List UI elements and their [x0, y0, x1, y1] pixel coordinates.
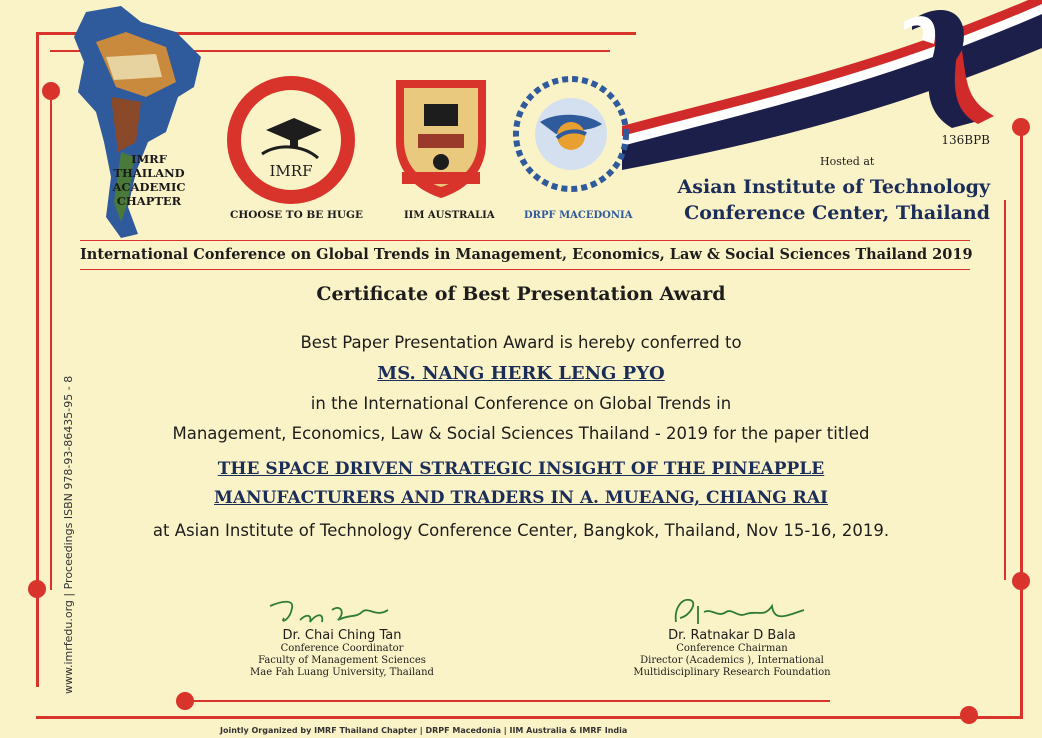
signatory-name: Dr. Chai Ching Tan [282, 628, 402, 643]
signatory-role: Multidisciplinary Research Foundation [633, 667, 831, 678]
conference-statement-2: Management, Economics, Law & Social Sciences Thailand - 2019 for the paper titled [172, 424, 870, 443]
chapter-label: IMRF THAILAND ACADEMIC CHAPTER [112, 152, 186, 208]
signatory-role: Conference Coordinator [280, 643, 404, 654]
signatory-role: Mae Fah Luang University, Thailand [250, 667, 434, 678]
drpf-globe-icon [510, 72, 632, 204]
iim-caption: IIM AUSTRALIA [404, 210, 495, 221]
signature-left-icon [264, 596, 394, 632]
frame-dot [960, 706, 978, 724]
imrf-caption: CHOOSE TO BE HUGE [230, 209, 364, 221]
iim-crest-icon [388, 72, 494, 202]
venue-statement: at Asian Institute of Technology Conference Center, Bangkok, Thailand, Nov 15-16, 2019. [152, 521, 890, 540]
paper-title-line-2: MANUFACTURERS AND TRADERS IN A. MUEANG, CHIANG RAI [214, 488, 828, 508]
frame-dot [176, 692, 194, 710]
frame-dot [1012, 572, 1030, 590]
imrf-logo-icon [222, 72, 360, 208]
frame-dot [28, 580, 46, 598]
certificate-code: 136BPB [941, 133, 990, 147]
signature-block-right [612, 628, 852, 679]
certificate-title: Certificate of Best Presentation Award [316, 283, 726, 305]
signatory-name: Dr. Ratnakar D Bala [668, 628, 796, 643]
svg-text:IMRF: IMRF [269, 162, 313, 180]
award-statement: Best Paper Presentation Award is hereby conferred to [300, 333, 742, 352]
frame-bottom-inner-line [190, 700, 830, 702]
frame-right-line [1020, 128, 1023, 718]
frame-dot [42, 82, 60, 100]
signatory-role: Conference Chairman [676, 643, 788, 654]
signatory-role: Faculty of Management Sciences [258, 655, 426, 666]
proceedings-side-text: www.imrfedu.org | Proceedings ISBN 978-93-86435-95 - 8 [62, 375, 75, 694]
conference-title: International Conference on Global Trends in Management, Economics, Law & Social Sciences Thailand 2019 [80, 240, 970, 270]
frame-bottom-line [36, 716, 1023, 719]
drpf-caption: DRPF MACEDONIA [524, 210, 633, 221]
signature-right-icon [668, 592, 808, 632]
venue-title [650, 174, 990, 226]
recipient-name: MS. NANG HERK LENG PYO [377, 363, 665, 384]
venue-line-2: Conference Center, Thailand [684, 202, 990, 224]
conference-statement-1: in the International Conference on Global Trends in [310, 394, 732, 413]
signature-block-left [222, 628, 462, 679]
venue-line-1: Asian Institute of Technology [677, 176, 990, 198]
hosted-label: Hosted at [820, 155, 875, 168]
paper-title-line-1: THE SPACE DRIVEN STRATEGIC INSIGHT OF THE PINEAPPLE [217, 459, 825, 479]
signatory-role: Director (Academics ), International [640, 655, 824, 666]
footer-organizers: Jointly Organized by IMRF Thailand Chapter | DRPF Macedonia | IIM Australia & IMRF India [220, 726, 628, 735]
